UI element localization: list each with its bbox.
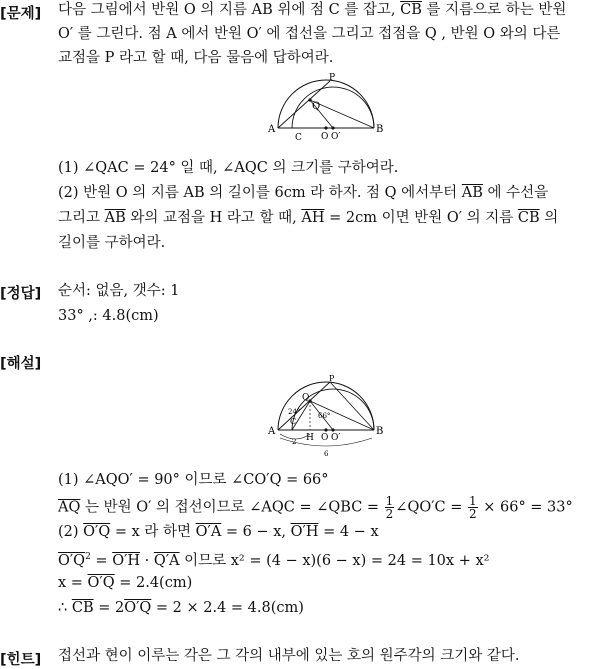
explain-line-6 [58,598,304,618]
label-q: Q [302,393,310,403]
question-text: 의 [539,210,559,226]
problem-text: 를 지름으로 하는 반원 [421,2,567,18]
segment-o-prime-q: O′Q [83,524,111,540]
semicircle-figure-1 [266,72,384,144]
segment-o-prime-a: O′A [195,524,222,540]
semicircle-figure-2 [266,372,384,458]
hint-tag: [힌트] [0,652,42,668]
explain-line-4 [58,547,489,571]
explain-text: x = [58,575,88,591]
segment-o-prime-h: O′H [290,524,319,540]
denominator: 2 [468,507,477,521]
question-2-line-1 [58,183,548,203]
hint-text: 접선과 현이 이루는 각은 그 각의 내부에 있는 호의 원주각의 크기와 같다. [58,648,520,664]
question-text: 에 수선을 [482,185,549,201]
explain-text: = 4 − x [318,524,379,540]
segment-cb: $\overline{CB}$ [517,210,540,226]
explain-text: = x 라 하면 [110,524,196,540]
explain-text: 이므로 x² = (4 − x)(6 − x) = 24 = 10x + x² [179,552,490,569]
explain-text: × 66° = 33° [478,499,573,516]
problem-line-1 [58,0,566,20]
segment-o-prime-h: O′H [112,552,141,569]
numerator: 1 [468,494,477,508]
explain-tag: [해설] [0,356,42,372]
question-text: 그리고 [58,210,105,226]
explain-line-3 [58,522,379,542]
label-a: A [268,426,276,437]
question-2-line-3: 길이를 구하여라. [58,235,166,251]
question-2-line-2 [58,208,558,228]
label-h: H [306,433,314,443]
segment-o-prime-q: O′Q [124,600,152,616]
segment-cb: $\overline{CB}$ [71,600,94,616]
explain-text: ∠QO′C = [395,499,467,516]
exponent: 2 [85,552,91,562]
denominator: 2 [385,507,394,521]
question-text: = 2cm 이면 반원 O′ 의 지름 [324,210,518,226]
label-p: P [329,73,336,83]
question-1: (1) ∠QAC = 24° 일 때, ∠AQC 의 크기를 구하여라. [58,160,399,176]
segment-o-prime-q: O′Q [87,575,115,591]
segment-q-prime-a: Q′A [153,552,180,569]
label-p: P [329,374,335,383]
explain-text: = 2 [93,600,125,616]
label-c: C [290,417,297,426]
segment-aq: $\overline{AQ}$ [58,499,81,516]
segment-ah: $\overline{AH}$ [301,210,325,226]
label-length-6: 6 [324,450,329,458]
label-o: O [321,132,329,142]
label-o-prime: O′ [331,132,341,142]
question-text: 와의 교점을 H 라고 할 때, [125,210,302,226]
explain-line-5 [58,573,192,593]
explain-line-2 [58,495,573,520]
answer-line-1: 순서: 없음, 갯수: 1 [58,283,180,299]
explain-line-1: (1) ∠AQO′ = 90° 이므로 ∠CO′Q = 66° [58,472,329,488]
explain-text: = 2 × 2.4 = 4.8(cm) [151,600,304,616]
fraction-half [385,495,395,520]
answer-line-2: 33° ,: 4.8(cm) [58,308,159,324]
segment-ab: $\overline{AB}$ [104,210,126,226]
explain-text: · [140,552,154,569]
label-a: A [268,124,276,135]
label-length-2: 2 [292,438,297,446]
label-c: C [295,133,302,143]
segment-o-prime-q: O′Q [58,552,86,569]
label-q: Q [312,101,321,112]
label-angle-24: 24° [288,408,301,416]
label-o-prime: O′ [331,433,341,443]
label-angle-66: 66° [318,412,331,420]
problem-line-3: 교점을 P 라고 할 때, 다음 물음에 답하여라. [58,50,334,66]
label-b: B [376,426,384,437]
segment-cb: $\overline{CB}$ [400,2,422,18]
label-o: O [321,433,329,443]
problem-text: 다음 그림에서 반원 O 의 지름 AB 위에 점 C 를 잡고, [58,2,401,18]
problem-tag: [문제] [0,6,42,22]
explain-text: = [90,552,113,569]
label-b: B [376,124,384,135]
question-text: (2) 반원 O 의 지름 AB 의 길이를 6cm 라 하자. 점 Q 에서부터 [58,185,462,201]
problem-line-2: O′ 를 그린다. 점 A 에서 반원 O′ 에 접선을 그리고 접점을 Q , 반원 O 와의 다른 [58,26,561,42]
segment-ab: $\overline{AB}$ [461,185,483,201]
answer-tag: [정답] [0,286,42,302]
explain-text: = 6 − x, [221,524,291,540]
fraction-half [468,495,478,520]
explain-text: 는 반원 O′ 의 접선이므로 ∠AQC = ∠QBC = [80,499,384,516]
numerator: 1 [385,494,394,508]
explain-text: (2) [58,524,84,540]
explain-text: = 2.4(cm) [114,575,193,591]
explain-text: ∴ [58,600,72,616]
